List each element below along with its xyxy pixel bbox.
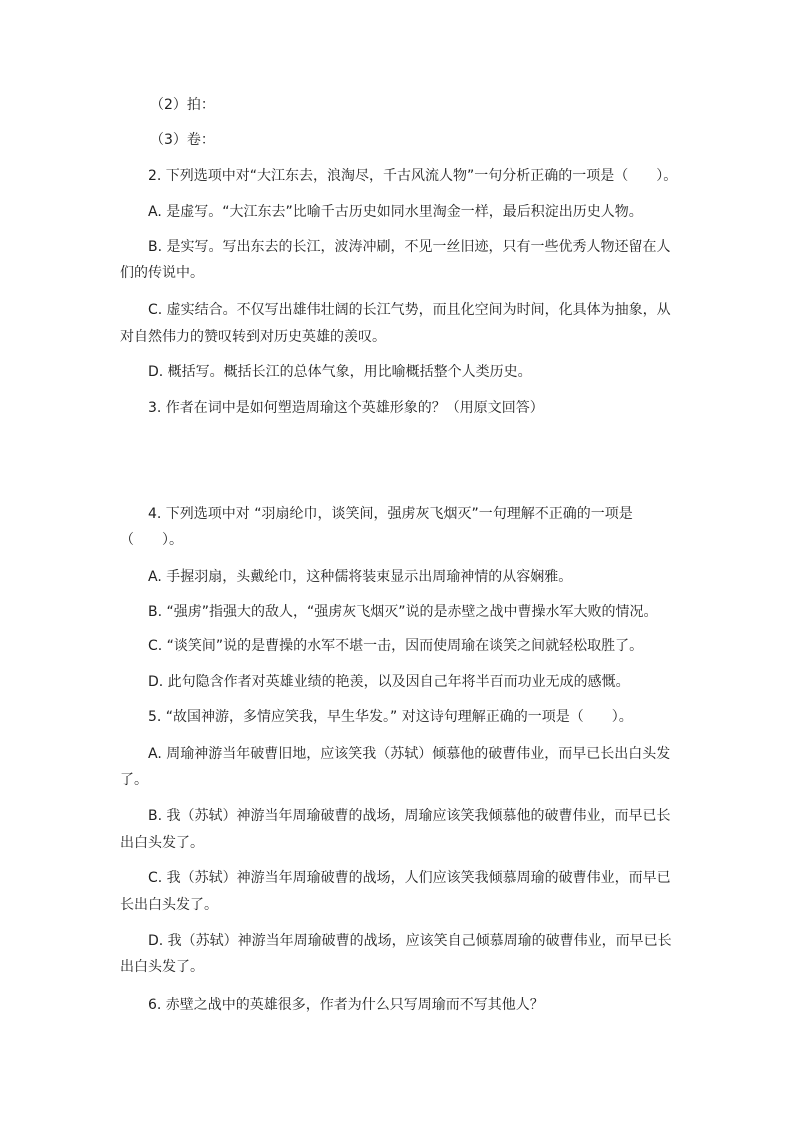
question-2-option-d: D. 概括写。概括长江的总体气象，用比喻概括整个人类历史。 [148,364,532,380]
question-2-option-c-line1: C. 虚实结合。不仅写出雄伟壮阔的长江气势，而且化空间为时间，化具体为抽象，从 [148,302,671,318]
question-4-stem-line2: （ ）。 [120,532,183,548]
question-5-option-b-line1: B. 我（苏轼）神游当年周瑜破曹的战场，周瑜应该笑我倾慕他的破曹伟业，而早已长 [148,808,671,824]
question-2-option-b-line1: B. 是实写。写出东去的长江，波涛冲刷，不见一丝旧迹，只有一些优秀人物还留在人 [148,239,671,255]
question-4-option-a: A. 手握羽扇，头戴纶巾，这种儒将装束显示出周瑜神情的从容娴雅。 [148,569,573,585]
question-5-option-c-line2: 长出白头发了。 [120,897,218,913]
question-5-option-c-line1: C. 我（苏轼）神游当年周瑜破曹的战场，人们应该笑我倾慕周瑜的破曹伟业，而早已 [148,870,671,886]
question-5-stem: 5. “故国神游，多情应笑我，早生华发。” 对这诗句理解正确的一项是（ ）。 [148,709,633,725]
question-2-option-b-line2: 们的传说中。 [120,265,204,281]
question-2-stem: 2. 下列选项中对“大江东去，浪淘尽，千古风流人物”一句分析正确的一项是（ ）。 [148,168,678,184]
subquestion-2-pai: （2）拍： [150,97,215,113]
question-4-option-b: B. “强虏”指强大的敌人，“强虏灰飞烟灭”说的是赤壁之战中曹操水军大败的情况。 [148,604,658,620]
question-5-option-a-line1: A. 周瑜神游当年破曹旧地，应该笑我（苏轼）倾慕他的破曹伟业，而早已长出白头发 [148,746,671,762]
question-2-option-c-line2: 对自然伟力的赞叹转到对历史英雄的羡叹。 [120,329,386,345]
question-5-option-b-line2: 出白头发了。 [120,835,204,851]
question-5-option-d-line1: D. 我（苏轼）神游当年周瑜破曹的战场，应该笑自己倾慕周瑜的破曹伟业，而早已长 [148,933,672,949]
question-5-option-a-line2: 了。 [120,772,148,788]
question-5-option-d-line2: 出白头发了。 [120,959,204,975]
subquestion-3-juan: （3）卷： [150,132,215,148]
question-4-stem-line1: 4. 下列选项中对 “羽扇纶巾，谈笑间，强虏灰飞烟灭”一句理解不正确的一项是 [148,506,633,522]
question-2-option-a: A. 是虚写。“大江东去”比喻千古历史如同水里淘金一样，最后积淀出历史人物。 [148,204,643,220]
question-6-stem: 6. 赤壁之战中的英雄很多，作者为什么只写周瑜而不写其他人？ [148,997,544,1013]
question-4-option-d: D. 此句隐含作者对英雄业绩的艳羡，以及因自己年将半百而功业无成的感慨。 [148,674,630,690]
question-4-option-c: C. “谈笑间”说的是曹操的水军不堪一击，因而使周瑜在谈笑之间就轻松取胜了。 [148,638,644,654]
question-3-stem: 3. 作者在词中是如何塑造周瑜这个英雄形象的？（用原文回答） [148,400,544,416]
